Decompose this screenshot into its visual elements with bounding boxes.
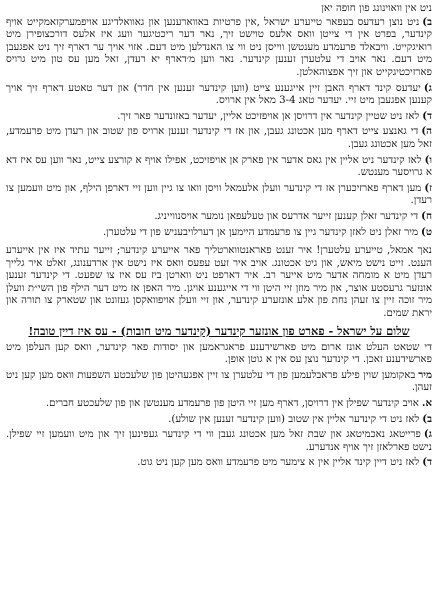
list-item-text: לאז ניט שטיין קינדער אין דרויסן אן אויפזיכט אליין, יעדער באזונדער פאר זיך. xyxy=(117,110,420,122)
list-item xyxy=(6,397,432,411)
list-item-label: ט) xyxy=(421,225,432,238)
list-item xyxy=(6,413,432,427)
list-item xyxy=(6,226,432,240)
list-item xyxy=(6,428,432,454)
list-item-text: די גאנצע צייט דארף מען אכטונג געבן, און אז די קינדער זענען ארויס פון שטוב און רעדן מיט פרעמדע, זאל מען אכטונג געבן. xyxy=(6,126,432,150)
list-item xyxy=(6,154,432,180)
list-item xyxy=(6,369,432,395)
list-item-text: ניט נוצן רעדעס בעפאר טייערע ישראל ,אין פרטיות באווארענען און גאוואלדיגע אויפמערקזאמקייט אויף קינדער, בפרט אין די צייטן וואס אלעס טוישט זיך, נאר דער ריכטיגער וועג איז אלעס דורכצופירן מיט רואיגקייט. וויבאלד פרעמדע מענטשן ווייסן ניט ווי צו האנדלען מיט דעם. אזוי אויך ער דארף זיך ניט אפגעבן מיט דעם. נאר אויב די עלטערן זענען קינדער. נאר ווען מ׳דארף יא רעדן, זאל מען עס טון מיט גרויס פארזיכטיגקייט און זיך אפצוהאלטן. xyxy=(6,16,432,78)
list-item-label: ג) xyxy=(423,428,432,441)
list-item-text: אויב קינדער שפילן אין דרויסן, דארף מען זיי היטן פון פרעמדע מענטשן און פון שלעכטע חברים. xyxy=(45,398,419,410)
paragraph-mid: נאך אמאל, טייערע עלטערן! איר זענט פאראנטווארטליך פאר אייערע קינדער; זייער עתיד איז אין אייערע הענט. זייט נישט מיאש, און גיט אכטונג. אויב איר זעט עפעס וואס איז נישט אין ארדענונג, זאלט איר גלייך רעדן מיט א מומחה אדער מיט אייער רב. איר דארפט ניט ווארטן ביז עס איז צו שפעט. די קינדער זענען אונזער גרעסטע אוצר, און מיר מוזן זיי היטן ווי די אייגענע אויגן. מיר האפן אז מיט דער הילף פון השי״ת וועלן מיר זוכה זיין צו זעהן נחת פון אלע אונזערע קינדער, און זיי וועלן אויפוואקסן געזונט און שטארק צו תורה און יראת שמים. xyxy=(6,245,432,320)
list-item xyxy=(6,210,432,224)
list-item-label: ג) xyxy=(423,81,432,94)
list-item-label: ח) xyxy=(421,209,432,222)
list-item xyxy=(6,456,432,470)
numbered-list-a xyxy=(6,16,432,240)
list-item xyxy=(6,82,432,108)
list-item-text: לאז ניט דיין קינד אליין אין א צימער מיט פרעמדע וואס מען קען ניט גוט. xyxy=(137,457,420,469)
list-item-label: ז) xyxy=(424,181,432,194)
list-item-label: ב) xyxy=(422,412,432,425)
list-item-label: מיר xyxy=(418,368,432,381)
list-item-text: מען דארף פארזיכערן אז די קינדער וועלן אלעמאל וויסן וואו צו גיין ווען זיי דארפן הילף, און מיט וועמען צו רעדן. xyxy=(6,182,432,207)
list-item-text: פרייטאג נאכמיטאג און שבת זאל מען אכטונג געבן ווי די קינדער געפינען זיך און מיט וועמען זיי שפילן. נישט פארלאזן זיך אויף אנדערע. xyxy=(6,429,432,453)
list-item-label: ו) xyxy=(424,153,432,166)
list-item-text: די קינדער זאלן קענען זייער אדרעס און טעלעפאן נומער אויסנווייניג. xyxy=(154,210,419,222)
section-heading: שלום על ישראל - פארט פון אונזער קינדער (קינדער מיט חובות) - עס איז דיין טובה! xyxy=(28,323,410,338)
list-item-text: מיר זאלן ניט לאזן קינדער גיין צו פרעמדע היימען אן דערלויבעניש פון די עלטערן. xyxy=(102,226,419,238)
list-item-text: לאז קינדער ניט אליין אין גאס אדער אין פארק אן אויפזיכט, אפילו אויף א קורצע צייט, נאר ווען עס איז דא א גרויסער מענטש. xyxy=(6,154,432,179)
list-item xyxy=(6,182,432,208)
list-item-text: לאז ניט די קינדער אליין אין שטוב (ווען קינדער זענען אין שולע). xyxy=(168,413,420,425)
list-item-label: ה) xyxy=(421,125,432,138)
list-item-label: ד) xyxy=(422,456,432,469)
list-item-text: יעדעס קינד דארף האבן זיין אייגענע צייט (ווען קינדער זענען אין חדר) און דער טאטע דארף זיך אויך קענען אפגעבן מיט זיי. יעדער טאג 3-4 מאל אין ארויס. xyxy=(6,82,432,107)
list-item-label: ב) xyxy=(422,15,432,28)
list-item-label: א. xyxy=(421,397,432,410)
list-item xyxy=(6,125,432,151)
numbered-list-b xyxy=(6,369,432,470)
list-item xyxy=(6,110,432,124)
list-item xyxy=(6,16,432,80)
paragraph-after-heading: די שטאט העלט אונז ארום מיט פארשידענע פראגראמען און יסודות פאר קינדער, וואס קען העלפן מיט פארשידענע זאכן. די קינדער נוצן עס אין א גוטן אופן. xyxy=(6,341,432,366)
list-item-label: ד) xyxy=(422,109,432,122)
top-fragment: ניט אין וואוינונג פון חופה יאן xyxy=(321,3,432,14)
list-item-text: באקומען שוין פילע פראבלעמען פון די עלטערן צו זיין אפגעהיטן פון שלעכטע השפעות וואס מען קען ניט זעהן. xyxy=(6,369,432,394)
